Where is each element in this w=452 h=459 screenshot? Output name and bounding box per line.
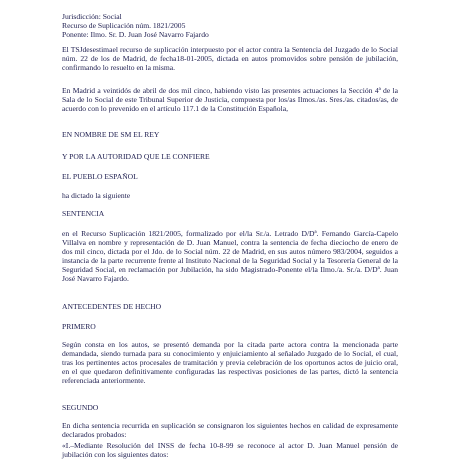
formula-line-1: EN NOMBRE DE SM EL REY	[62, 130, 160, 139]
segundo-heading: SEGUNDO	[62, 403, 99, 412]
formula-line-4: ha dictado la siguiente	[62, 191, 131, 200]
antecedentes-heading: ANTECEDENTES DE HECHO	[62, 302, 162, 311]
formula-line-3: EL PUEBLO ESPAÑOL	[62, 172, 138, 181]
formula-line-2: Y POR LA AUTORIDAD QUE LE CONFIERE	[62, 152, 210, 161]
appeal-number-line: Recurso de Suplicación núm. 1821/2005	[62, 21, 186, 30]
hecho-primero-paragraph: «I.–Mediante Resolución del INSS de fecha 10-8-99 se reconoce al actor D. Juan Manuel pensión de jubilación con los siguientes datos:	[62, 441, 398, 459]
intro-paragraph: En Madrid a veintidós de abril de dos mil cinco, habiendo visto las presentes actuaciones la Sección 4ª de la Sala de lo Social de este Tribunal Superior de Justicia, compuesta por los/as Ilmos./as. Sres./as. citados/as, de acuerdo con lo prevenido en el artículo 117.1 de la Constitución Española,	[62, 86, 398, 113]
case-header	[62, 12, 398, 39]
sentencia-heading: SENTENCIA	[62, 209, 105, 218]
segundo-paragraph: En dicha sentencia recurrida en suplicación se consignaron los siguientes hechos en calidad de expresamente declarados probados:	[62, 421, 398, 439]
primero-heading: PRIMERO	[62, 322, 96, 331]
rapporteur-line: Ponente: Ilmo. Sr. D. Juan José Navarro Fajardo	[62, 30, 209, 39]
sentencia-paragraph: en el Recurso Suplicación 1821/2005, formalizado por el/la Sr./a. Letrado D/Dª. Fernando García-Capelo Villalva en nombre y representación de D. Juan Manuel, contra la sentencia de fecha dieciocho de enero de dos mil cinco, dictada por el Jdo. de lo Social núm. 22 de Madrid, en sus autos número 983/2004, seguidos a instancia de la parte recurrente frente al Instituto Nacional de la Seguridad Social y la Tesorería General de la Seguridad Social, en reclamación por Jubilación, ha sido Magistrado-Ponente el/la Ilmo./a. Sr./a. D/Dª. Juan José Navarro Fajardo.	[62, 229, 398, 283]
primero-paragraph: Según consta en los autos, se presentó demanda por la citada parte actora contra la mencionada parte demandada, siendo turnada para su conocimiento y enjuiciamiento al señalado Juzgado de lo Social, el cual, tras los pertinentes actos procesales de tramitación y previa celebración de los oportunos actos de juicio oral, en el que quedaron definitivamente configuradas las respectivas posiciones de las partes, dictó la sentencia referenciada anteriormente.	[62, 340, 398, 385]
jurisdiction-line: Jurisdicción: Social	[62, 12, 122, 21]
summary-paragraph: El TSJdesestimael recurso de suplicación interpuesto por el actor contra la Sentencia del Juzgado de lo Social núm. 22 de los de Madrid, de fecha18-01-2005, dictada en autos promovidos sobre pensión de jubilación, confirmando lo resuelto en la misma.	[62, 45, 398, 72]
